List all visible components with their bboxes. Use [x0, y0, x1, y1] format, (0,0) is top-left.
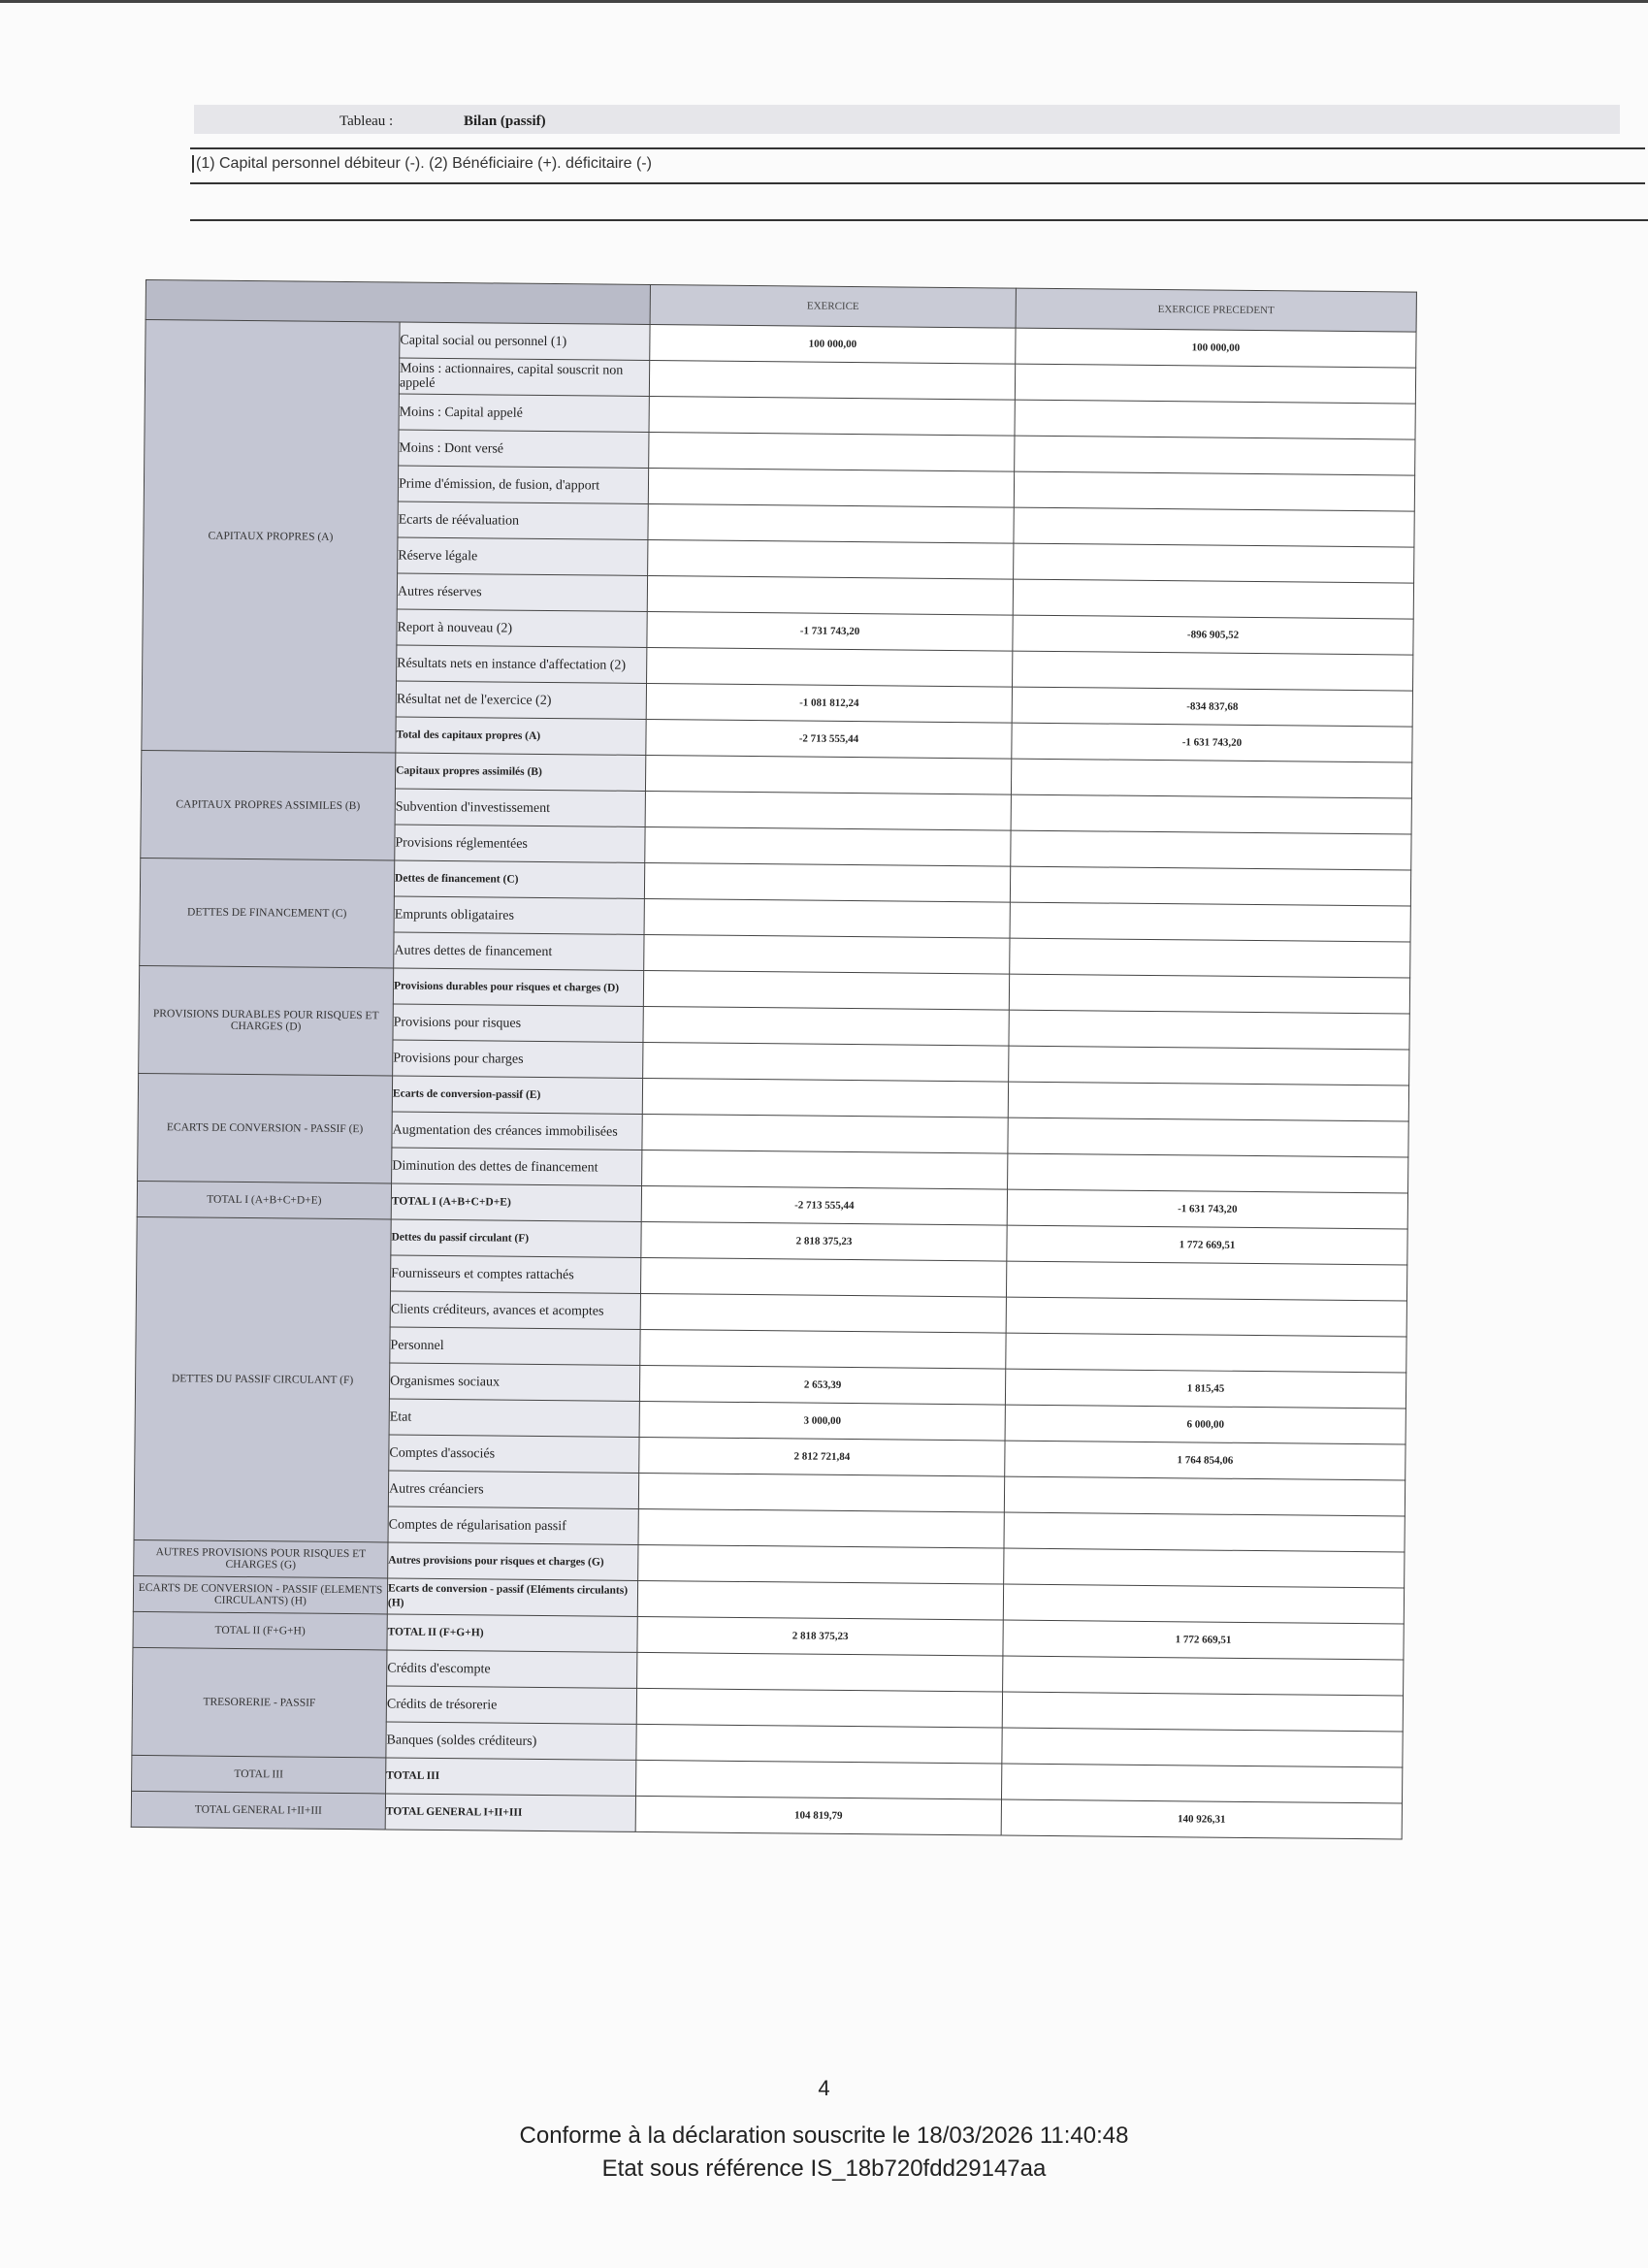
row-total-label: Dettes de financement (C) — [394, 860, 644, 898]
value-exercice-precedent — [1015, 364, 1415, 404]
row-total-label: TOTAL I (A+B+C+D+E) — [391, 1183, 641, 1221]
value-exercice-precedent — [1009, 1010, 1409, 1050]
value-exercice — [638, 1508, 1004, 1548]
value-exercice — [647, 575, 1013, 615]
row-label: Provisions réglementées — [395, 825, 645, 862]
section-label: ECARTS DE CONVERSION - PASSIF (ELEMENTS CIRCULANTS) (H) — [133, 1575, 387, 1614]
legend-note-text: (1) Capital personnel débiteur (-). (2) Bénéficiaire (+). déficitaire (-) — [192, 155, 652, 173]
value-exercice — [644, 898, 1010, 938]
value-exercice-precedent: 140 926,31 — [1001, 1799, 1402, 1839]
section-label: AUTRES PROVISIONS POUR RISQUES ET CHARGES (G) — [134, 1539, 388, 1578]
value-exercice — [640, 1257, 1006, 1297]
value-exercice — [640, 1293, 1006, 1333]
value-exercice-precedent — [1011, 830, 1411, 870]
value-exercice-precedent — [1013, 651, 1413, 691]
value-exercice — [647, 647, 1013, 687]
row-total-label: Capitaux propres assimilés (B) — [395, 753, 645, 791]
value-exercice — [636, 1760, 1002, 1799]
value-exercice-precedent — [1010, 938, 1410, 978]
row-label: Capital social ou personnel (1) — [400, 322, 650, 360]
section-label: TOTAL III — [132, 1755, 386, 1794]
value-exercice: 3 000,00 — [639, 1401, 1005, 1441]
value-exercice — [644, 934, 1010, 974]
row-label: Diminution des dettes de financement — [392, 1148, 642, 1185]
value-exercice: 2 653,39 — [639, 1365, 1005, 1405]
balance-sheet-liabilities — [131, 279, 1417, 1840]
value-exercice-precedent — [1010, 902, 1410, 942]
value-exercice — [643, 1006, 1009, 1046]
value-exercice — [648, 503, 1014, 543]
value-exercice — [645, 755, 1011, 794]
row-total-label: Dettes du passif circulant (F) — [391, 1219, 641, 1257]
value-exercice — [637, 1580, 1003, 1620]
value-exercice-precedent — [1009, 974, 1409, 1014]
value-exercice-precedent — [1014, 507, 1414, 547]
value-exercice-precedent: 100 000,00 — [1016, 328, 1416, 368]
row-label: Comptes d'associés — [389, 1435, 639, 1473]
value-exercice-precedent — [1013, 579, 1413, 619]
value-exercice — [645, 791, 1011, 830]
row-total-label: Ecarts de conversion - passif (Eléments circulants) (H) — [387, 1578, 637, 1616]
value-exercice-precedent: 1 764 854,06 — [1005, 1441, 1406, 1480]
value-exercice-precedent — [1002, 1692, 1403, 1732]
footer-reference: Etat sous référence IS_18b720fdd29147aa — [601, 2155, 1047, 2182]
value-exercice: 2 818 375,23 — [637, 1616, 1003, 1656]
row-label: Moins : Capital appelé — [399, 394, 649, 432]
value-exercice-precedent: -834 837,68 — [1012, 687, 1412, 727]
value-exercice-precedent: 1 772 669,51 — [1007, 1225, 1407, 1265]
row-label: Résultats nets en instance d'affectation (2) — [397, 645, 647, 683]
row-label: Banques (soldes créditeurs) — [386, 1722, 636, 1760]
top-edge-line — [0, 0, 1648, 3]
value-exercice-precedent — [1006, 1333, 1406, 1373]
section-label: ECARTS DE CONVERSION - PASSIF (E) — [138, 1073, 393, 1183]
value-exercice: 2 812 721,84 — [639, 1437, 1005, 1476]
value-exercice — [645, 826, 1011, 866]
value-exercice-precedent — [1004, 1512, 1405, 1552]
value-exercice-precedent: -896 905,52 — [1013, 615, 1413, 655]
table-body — [131, 320, 1416, 1840]
value-exercice: -1 731 743,20 — [647, 611, 1013, 651]
bilan-passif-table — [131, 279, 1416, 1840]
value-exercice: -2 713 555,44 — [641, 1185, 1007, 1225]
value-exercice — [636, 1688, 1002, 1728]
row-label: Provisions pour risques — [393, 1004, 643, 1042]
value-exercice — [643, 970, 1009, 1010]
row-total-label: Ecarts de conversion-passif (E) — [392, 1076, 642, 1114]
section-label: TOTAL GENERAL I+II+III — [131, 1791, 385, 1830]
section-label: TOTAL I (A+B+C+D+E) — [137, 1181, 391, 1219]
note-underline — [190, 219, 1648, 221]
value-exercice — [638, 1544, 1004, 1584]
col-header-exercice: EXERCICE — [650, 284, 1016, 328]
value-exercice: -1 081 812,24 — [646, 683, 1012, 723]
value-exercice-precedent — [1011, 759, 1411, 798]
value-exercice — [649, 396, 1015, 436]
row-label: Clients créditeurs, avances et acomptes — [390, 1291, 640, 1329]
row-total-label: Provisions durables pour risques et charges (D) — [393, 968, 643, 1006]
value-exercice-precedent: -1 631 743,20 — [1012, 723, 1412, 762]
value-exercice-precedent — [1014, 471, 1414, 511]
value-exercice-precedent: 1 815,45 — [1005, 1369, 1406, 1409]
tableau-label: Tableau : — [339, 113, 394, 129]
table-header-band — [194, 105, 1620, 134]
value-exercice-precedent — [1011, 794, 1411, 834]
value-exercice-precedent — [1009, 1046, 1409, 1085]
page-number: 4 — [818, 2076, 830, 2100]
row-total-label: Total des capitaux propres (A) — [396, 717, 646, 755]
footer-conformity: Conforme à la déclaration souscrite le 18/03/2026 11:40:48 — [519, 2122, 1129, 2149]
row-total-label: Autres provisions pour risques et charges (G) — [388, 1542, 638, 1580]
row-label: Personnel — [390, 1327, 640, 1365]
section-label: TOTAL II (F+G+H) — [133, 1611, 387, 1650]
value-exercice-precedent: 1 772 669,51 — [1003, 1620, 1404, 1660]
value-exercice-precedent — [1003, 1656, 1404, 1696]
col-header-exercice-precedent: EXERCICE PRECEDENT — [1016, 288, 1416, 332]
value-exercice-precedent — [1015, 436, 1415, 475]
section-label: CAPITAUX PROPRES (A) — [142, 320, 400, 753]
value-exercice: 100 000,00 — [650, 324, 1016, 364]
section-label: DETTES DU PASSIF CIRCULANT (F) — [134, 1216, 391, 1541]
value-exercice — [644, 862, 1010, 902]
value-exercice: 2 818 375,23 — [641, 1221, 1007, 1261]
row-label: Subvention d'investissement — [395, 789, 645, 826]
row-label: Emprunts obligataires — [394, 896, 644, 934]
value-exercice-precedent — [1004, 1548, 1405, 1588]
row-total-label: TOTAL GENERAL I+II+III — [385, 1794, 635, 1831]
row-label: Provisions pour charges — [393, 1040, 643, 1078]
row-label: Prime d'émission, de fusion, d'apport — [398, 466, 648, 503]
value-exercice — [638, 1473, 1004, 1512]
value-exercice: -2 713 555,44 — [646, 719, 1012, 759]
value-exercice-precedent: -1 631 743,20 — [1007, 1189, 1407, 1229]
row-total-label: TOTAL III — [386, 1758, 636, 1796]
value-exercice — [649, 432, 1015, 471]
section-label: TRESORERIE - PASSIF — [132, 1647, 387, 1758]
row-label: Augmentation des créances immobilisées — [392, 1112, 642, 1150]
row-label: Report à nouveau (2) — [397, 609, 647, 647]
value-exercice-precedent — [1008, 1118, 1408, 1157]
value-exercice-precedent — [1002, 1728, 1403, 1767]
section-label: CAPITAUX PROPRES ASSIMILES (B) — [141, 750, 396, 860]
value-exercice — [637, 1652, 1003, 1692]
value-exercice-precedent — [1008, 1153, 1408, 1193]
value-exercice — [649, 360, 1015, 400]
value-exercice — [648, 468, 1014, 507]
row-label: Crédits d'escompte — [387, 1650, 637, 1688]
row-label: Résultat net de l'exercice (2) — [396, 681, 646, 719]
row-label: Fournisseurs et comptes rattachés — [390, 1255, 640, 1293]
row-label: Autres dettes de financement — [394, 932, 644, 970]
value-exercice — [642, 1114, 1008, 1153]
value-exercice — [648, 539, 1014, 579]
row-label: Crédits de trésorerie — [386, 1686, 636, 1724]
value-exercice-precedent — [1008, 1082, 1408, 1121]
row-label: Autres réserves — [397, 573, 647, 611]
row-label: Comptes de régularisation passif — [388, 1507, 638, 1544]
value-exercice: 104 819,79 — [635, 1796, 1001, 1835]
row-label: Moins : Dont versé — [399, 430, 649, 468]
legend-note — [190, 147, 1645, 184]
row-total-label: TOTAL II (F+G+H) — [387, 1614, 637, 1652]
header-blank — [145, 280, 650, 325]
value-exercice — [642, 1078, 1008, 1118]
row-label: Réserve légale — [398, 537, 648, 575]
row-label: Ecarts de réévaluation — [398, 502, 648, 539]
value-exercice — [636, 1724, 1002, 1764]
value-exercice-precedent — [1010, 866, 1410, 906]
row-label: Moins : actionnaires, capital souscrit non appelé — [399, 358, 649, 396]
value-exercice-precedent: 6 000,00 — [1005, 1405, 1406, 1444]
value-exercice — [642, 1150, 1008, 1189]
value-exercice — [643, 1042, 1009, 1082]
value-exercice-precedent — [1006, 1261, 1406, 1301]
section-label: DETTES DE FINANCEMENT (C) — [140, 858, 395, 968]
value-exercice-precedent — [1014, 543, 1414, 583]
section-label: PROVISIONS DURABLES POUR RISQUES ET CHARGES (D) — [139, 965, 394, 1076]
value-exercice-precedent — [1003, 1584, 1404, 1624]
value-exercice-precedent — [1015, 400, 1415, 439]
row-label: Etat — [389, 1399, 639, 1437]
value-exercice-precedent — [1006, 1297, 1406, 1337]
row-label: Autres créanciers — [388, 1471, 638, 1508]
value-exercice-precedent — [1004, 1476, 1405, 1516]
tableau-title: Bilan (passif) — [464, 113, 546, 129]
value-exercice — [640, 1329, 1006, 1369]
row-label: Organismes sociaux — [389, 1363, 639, 1401]
value-exercice-precedent — [1001, 1764, 1402, 1803]
